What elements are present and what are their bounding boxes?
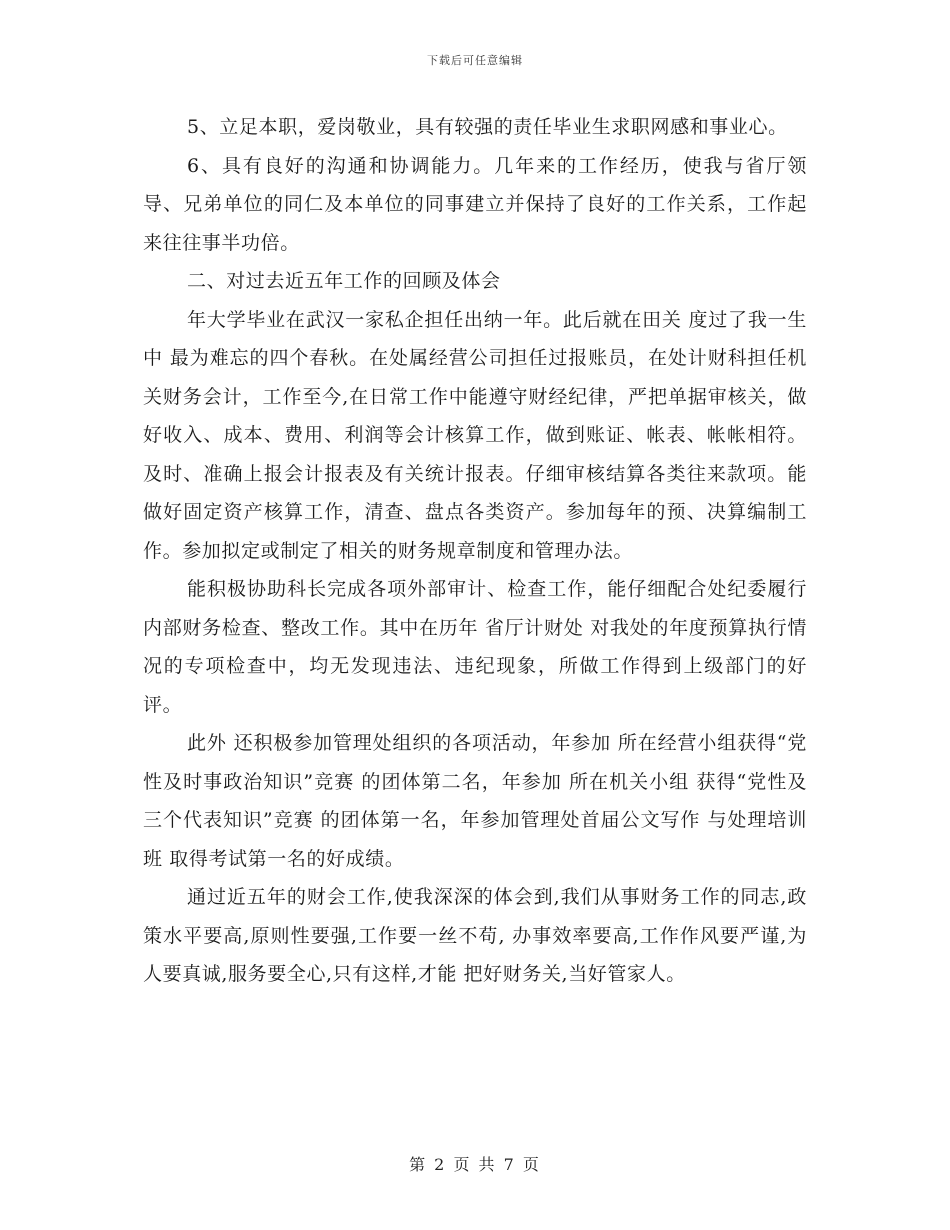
paragraph-audit: 能积极协助科长完成各项外部审计、检查工作，能仔细配合处纪委履行内部财务检查、整改工作。其中在历年 省厅计财处 对我处的年度预算执行情况的专项检查中，均无发现违法、违纪现象，所做工作得到上级部门的好评。 <box>143 578 807 716</box>
paragraph-item-6: 6、具有良好的沟通和协调能力。几年来的工作经历，使我与省厅领导、兄弟单位的同仁及本单位的同事建立并保持了良好的工作关系，工作起来往往事半功倍。 <box>143 154 807 254</box>
paragraph-work-review: 年大学毕业在武汉一家私企担任出纳一年。此后就在田关 度过了我一生中 最为难忘的四个春秋。在处属经营公司担任过报账员，在处计财科担任机关财务会计，工作至今,在日常工作中能遵守财经纪律，严把单据审核关，做好收入、成本、费用、利润等会计核算工作，做到账证、帐表、帐帐相符。及时、准确上报会计报表及有关统计报表。仔细审核结算各类往来款项。能做好固定资产核算工作，清查、盘点各类资产。参加每年的预、决算编制工作。参加拟定或制定了相关的财务规章制度和管理办法。 <box>143 308 807 562</box>
paragraph-activities: 此外 还积极参加管理处组织的各项活动，年参加 所在经营小组获得“党性及时事政治知识”竞赛 的团体第二名，年参加 所在机关小组 获得“党性及三个代表知识”竞赛 的团体第一名，年参加管理处首届公文写作 与处理培训班 取得考试第一名的好成绩。 <box>143 732 807 870</box>
section-heading: 二、对过去近五年工作的回顾及体会 <box>187 270 501 292</box>
page-number-label: 第 2 页 共 7 页 <box>409 1155 541 1174</box>
paragraph-item-5: 5、立足本职，爱岗敬业，具有较强的责任毕业生求职网感和事业心。 <box>187 116 788 138</box>
page-number <box>0 1152 950 1175</box>
document-body <box>143 108 807 994</box>
page-header-note: 下载后可任意编辑 <box>427 54 523 67</box>
paragraph-reflection: 通过近五年的财会工作,使我深深的体会到,我们从事财务工作的同志,政策水平要高,原则性要强,工作要一丝不苟, 办事效率要高,工作作风要严谨,为人要真诚,服务要全心,只有这样,才能 把好财务关,当好管家人。 <box>143 886 807 985</box>
